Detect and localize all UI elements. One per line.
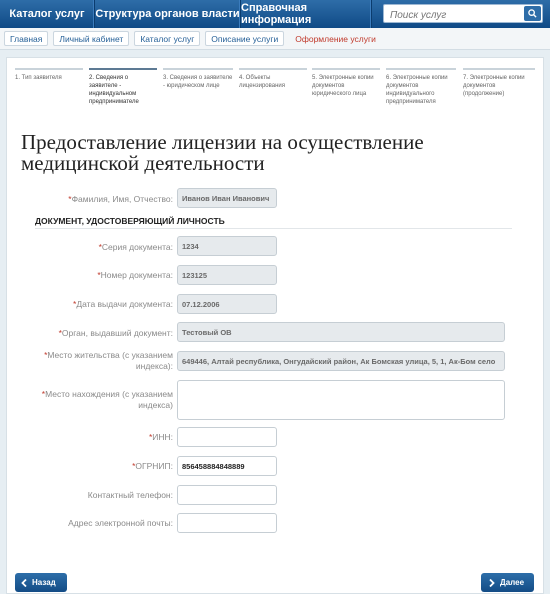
section-divider <box>35 228 512 229</box>
step-4[interactable]: 4. Объекты лицензирования <box>239 68 307 90</box>
back-button-label: Назад <box>32 578 56 587</box>
inn-field[interactable] <box>177 427 277 447</box>
section-title: ДОКУМЕНТ, УДОСТОВЕРЯЮЩИЙ ЛИЧНОСТЬ <box>35 216 225 226</box>
email-label: Адрес электронной почты: <box>68 518 173 528</box>
email-field[interactable] <box>177 513 277 533</box>
step-1[interactable]: 1. Тип заявителя <box>15 68 83 82</box>
inn-label: *ИНН: <box>148 432 173 442</box>
breadcrumb <box>0 28 550 50</box>
page-title: Предоставление лицензии на осуществление медицинской деятельности <box>21 130 424 175</box>
step-3[interactable]: 3. Сведения о заявителе - юридическом лице <box>163 68 233 90</box>
back-button[interactable] <box>15 573 67 592</box>
top-navigation <box>0 0 550 28</box>
chevron-left-icon <box>21 579 27 587</box>
breadcrumb-current: Оформление услуги <box>289 31 382 46</box>
ogrnip-field[interactable]: 856458884848889 <box>177 456 277 476</box>
breadcrumb-description[interactable]: Описание услуги <box>205 31 284 46</box>
fio-label: *Фамилия, Имя, Отчество: <box>68 194 173 204</box>
date-label: *Дата выдачи документа: <box>73 299 173 309</box>
nav-reference[interactable]: Справочная информация <box>241 0 372 28</box>
location-label: *Место нахождения (с указанием индекса) <box>41 389 173 410</box>
nav-authorities[interactable]: Структура органов власти <box>95 0 241 28</box>
date-field[interactable]: 07.12.2006 <box>177 294 277 314</box>
residence-field[interactable]: 649446, Алтай республика, Онгудайский район, Ак Бомская улица, 5, 1, Ак-Бом село <box>177 351 505 371</box>
phone-field[interactable] <box>177 485 277 505</box>
series-label: *Серия документа: <box>98 242 173 252</box>
nav-catalog[interactable]: Каталог услуг <box>0 0 95 28</box>
breadcrumb-home[interactable]: Главная <box>4 31 48 46</box>
series-field[interactable]: 1234 <box>177 236 277 256</box>
organ-field[interactable]: Тестовый ОВ <box>177 322 505 342</box>
search-input[interactable] <box>384 7 522 24</box>
breadcrumb-cabinet[interactable]: Личный кабинет <box>53 31 129 46</box>
location-field[interactable] <box>177 380 505 420</box>
number-label: *Номер документа: <box>97 270 173 280</box>
step-5[interactable]: 5. Электронные копии документов юридического лица <box>312 68 380 98</box>
search-box <box>383 4 543 23</box>
fio-field[interactable]: Иванов Иван Иванович <box>177 188 277 208</box>
breadcrumb-catalog[interactable]: Каталог услуг <box>134 31 200 46</box>
residence-label: *Место жительства (с указанием индекса): <box>44 350 173 371</box>
step-7[interactable]: 7. Электронные копии документов (продолжение) <box>463 68 535 98</box>
chevron-right-icon <box>489 579 495 587</box>
ogrnip-label: *ОГРНИП: <box>132 461 173 471</box>
step-6[interactable]: 6. Электронные копии документов индивидуального предпринимателя <box>386 68 456 106</box>
search-icon <box>528 9 537 18</box>
next-button-label: Далее <box>500 578 525 587</box>
label-column <box>7 58 173 588</box>
search-button[interactable] <box>524 6 541 21</box>
form-panel <box>6 57 544 594</box>
phone-label: Контактный телефон: <box>87 490 173 500</box>
next-button[interactable] <box>481 573 534 592</box>
step-2[interactable]: 2. Сведения о заявителе - индивидуальном предпринимателе <box>89 68 157 106</box>
number-field[interactable]: 123125 <box>177 265 277 285</box>
organ-label: *Орган, выдавший документ: <box>58 328 173 338</box>
